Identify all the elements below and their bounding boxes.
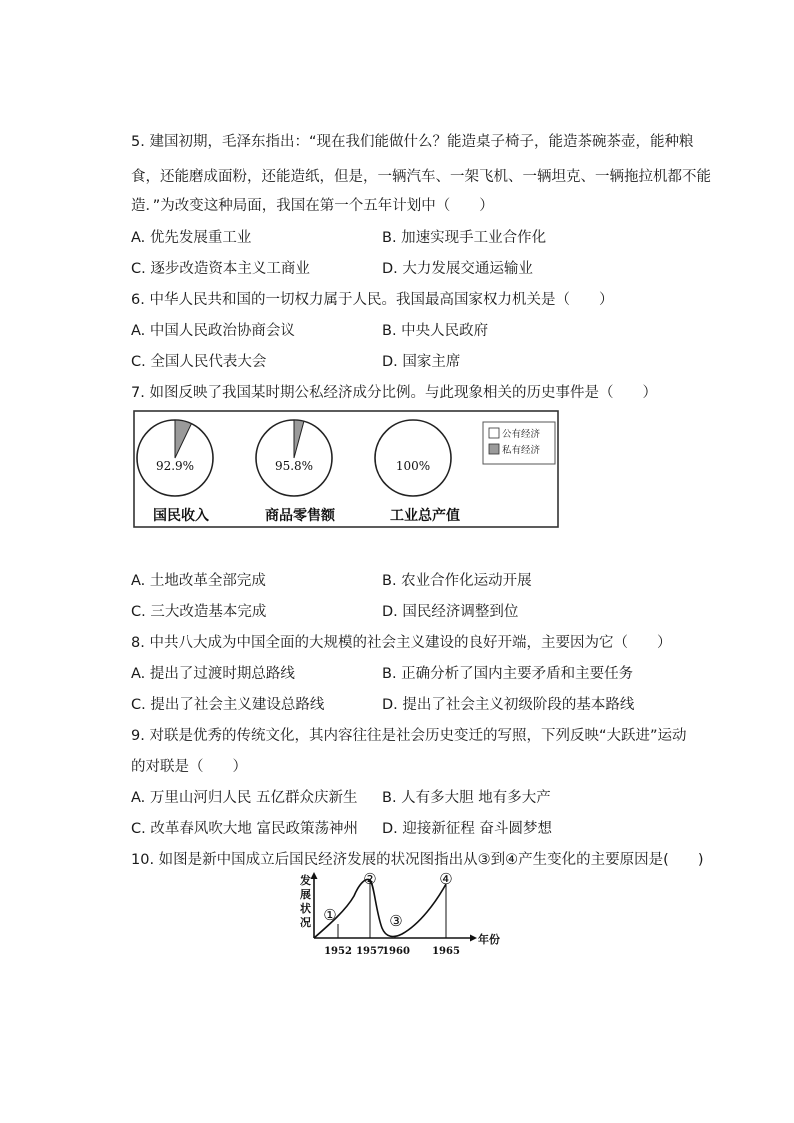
q5-option-b[interactable]: B. 加速实现手工业合作化 <box>382 230 547 246</box>
q6-option-b[interactable]: B. 中央人民政府 <box>382 323 489 339</box>
q5-stem-line3: 造．”为改变这种局面，我国在第一个五年计划中（ ） <box>131 198 494 214</box>
x-axis-label: 年份 <box>478 933 500 946</box>
q6-option-c[interactable]: C. 全国人民代表大会 <box>131 354 267 370</box>
q5-option-c[interactable]: C. 逐步改造资本主义工商业 <box>131 261 310 277</box>
legend-swatch-private <box>489 444 499 454</box>
q5-stem-line2: 食，还能磨成面粉，还能造纸，但是，一辆汽车、一架飞机、一辆坦克、一辆拖拉机都不能 <box>131 169 711 185</box>
y-axis-arrow <box>311 872 318 879</box>
q9-stem-line1: 9. 对联是优秀的传统文化，其内容往往是社会历史变迁的写照，下列反映“大跃进”运动 <box>131 728 687 744</box>
pie-retail-sales-value-label: 95.8% <box>274 459 314 473</box>
marker-3: ③ <box>389 912 403 930</box>
q5-stem-line1: 5. 建国初期，毛泽东指出：“现在我们能做什么？能造桌子椅子，能造茶碗茶壶，能种粮 <box>131 134 694 150</box>
q8-option-d[interactable]: D. 提出了社会主义初级阶段的基本路线 <box>382 697 635 713</box>
q9-option-b[interactable]: B. 人有多大胆 地有多大产 <box>382 790 551 806</box>
marker-1: ① <box>323 906 337 924</box>
q9-stem-line2: 的对联是（ ） <box>131 759 247 775</box>
pie-industrial-output-value-label: 100% <box>395 459 431 473</box>
q8-option-a[interactable]: A. 提出了过渡时期总路线 <box>131 666 295 682</box>
marker-4: ④ <box>439 872 453 888</box>
x-tick-1965: 1965 <box>432 946 460 957</box>
q8-stem: 8. 中共八大成为中国全面的大规模的社会主义建设的良好开端，主要因为它（ ） <box>131 635 672 651</box>
pie-industrial-output-public-slice <box>375 420 451 496</box>
q7-stem: 7. 如图反映了我国某时期公私经济成分比例。与此现象相关的历史事件是（ ） <box>131 385 657 401</box>
q6-stem: 6. 中华人民共和国的一切权力属于人民。我国最高国家权力机关是（ ） <box>131 292 614 308</box>
legend-label-private: 私有经济 <box>502 445 541 456</box>
q6-option-a[interactable]: A. 中国人民政治协商会议 <box>131 323 295 339</box>
y-axis-label: 发展状况 <box>300 874 311 929</box>
x-axis-arrow <box>470 935 477 942</box>
q9-option-c[interactable]: C. 改革春风吹大地 富民政策荡神州 <box>131 821 358 837</box>
marker-2: ② <box>363 872 377 888</box>
economy-development-chart <box>290 872 510 964</box>
q7-option-c[interactable]: C. 三大改造基本完成 <box>131 604 267 620</box>
pie-retail-sales-caption: 商品零售额 <box>265 508 335 524</box>
legend-swatch-public <box>489 428 499 438</box>
q7-option-a[interactable]: A. 土地改革全部完成 <box>131 573 266 589</box>
q7-option-d[interactable]: D. 国民经济调整到位 <box>382 604 519 620</box>
pie-chart-figure <box>133 410 559 530</box>
x-tick-1957: 1957 <box>356 946 384 957</box>
x-tick-1952: 1952 <box>324 946 352 957</box>
pie-national-income-value-label: 92.9% <box>155 459 195 473</box>
q5-option-d[interactable]: D. 大力发展交通运输业 <box>382 261 533 277</box>
pie-industrial-output-caption: 工业总产值 <box>390 508 460 524</box>
legend-label-public: 公有经济 <box>502 429 541 440</box>
q10-stem: 10. 如图是新中国成立后国民经济发展的状况图指出从③到④产生变化的主要原因是( ) <box>131 852 704 868</box>
x-tick-1960: 1960 <box>382 946 410 957</box>
q9-option-d[interactable]: D. 迎接新征程 奋斗圆梦想 <box>382 821 552 837</box>
q8-option-b[interactable]: B. 正确分析了国内主要矛盾和主要任务 <box>382 666 634 682</box>
q6-option-d[interactable]: D. 国家主席 <box>382 354 461 370</box>
q5-option-a[interactable]: A. 优先发展重工业 <box>131 230 252 246</box>
q8-option-c[interactable]: C. 提出了社会主义建设总路线 <box>131 697 325 713</box>
pie-national-income-caption: 国民收入 <box>153 508 209 524</box>
q7-option-b[interactable]: B. 农业合作化运动开展 <box>382 573 532 589</box>
q9-option-a[interactable]: A. 万里山河归人民 五亿群众庆新生 <box>131 790 358 806</box>
